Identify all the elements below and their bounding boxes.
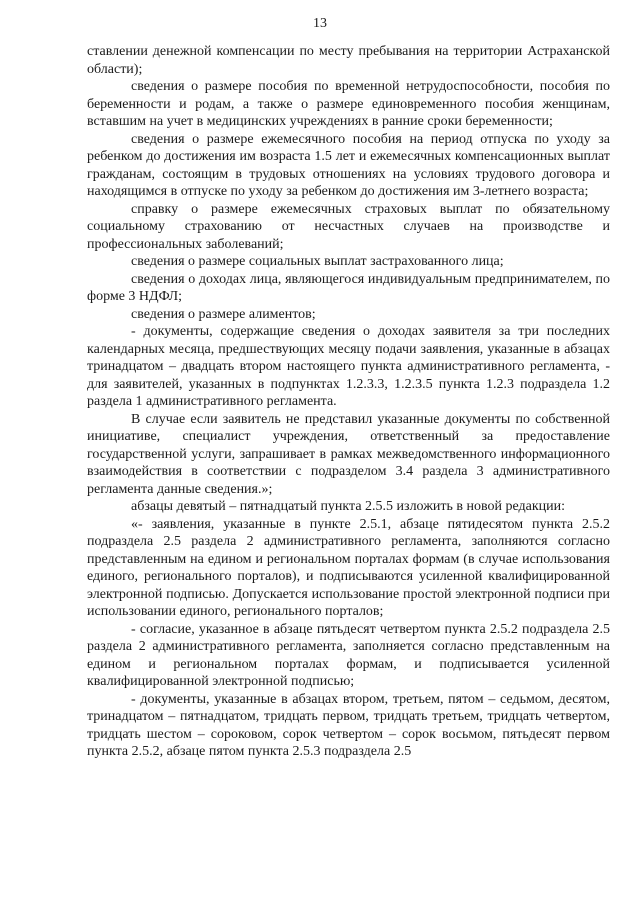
paragraph: «- заявления, указанные в пункте 2.5.1, абзаце пятидесятом пункта 2.5.2 подраздела 2.5 раздела 2 административного регламента, заполняются согласно представленным на едином и региональном порталах формам (в случае использования единого, регионального порталов), и подписываются усиленной квалифицированной электронной подписью. Допускается использование простой электронной подписи при использовании единого, регионального порталов; bbox=[87, 516, 610, 619]
paragraph: справку о размере ежемесячных страховых выплат по обязательному социальному страхованию от несчастных случаев на производстве и профессиональных заболеваний; bbox=[87, 201, 610, 252]
paragraph: сведения о размере ежемесячного пособия на период отпуска по уходу за ребенком до достижения им возраста 1.5 лет и ежемесячных компенсационных выплат гражданам, состоящим в трудовых отношениях на условиях трудового договора и находящимся в отпуске по уходу за ребенком до достижения им 3-летнего возраста; bbox=[87, 131, 610, 199]
paragraph: ставлении денежной компенсации по месту пребывания на территории Астраханской области); bbox=[87, 44, 610, 77]
paragraph: сведения о доходах лица, являющегося индивидуальным предпринимателем, по форме 3 НДФЛ; bbox=[87, 271, 610, 304]
paragraph: абзацы девятый – пятнадцатый пункта 2.5.5 изложить в новой редакции: bbox=[131, 499, 566, 514]
paragraph: сведения о размере социальных выплат застрахованного лица; bbox=[131, 254, 504, 269]
paragraph: - документы, содержащие сведения о доходах заявителя за три последних календарных месяца, предшествующих месяцу подачи заявления, указанные в абзацах тринадцатом – двадцать втором настоящего пункта административного регламента, - для заявителей, указанных в подпунктах 1.2.3.3, 1.2.3.5 пункта 1.2.3 подраздела 1.2 раздела 1 административного регламента. bbox=[87, 324, 610, 409]
paragraph: В случае если заявитель не представил указанные документы по собственной инициативе, специалист учреждения, ответственный за предоставление государственной услуги, запрашивает в рамках межведомственного информационного взаимодействия в соответствии с подразделом 3.4 раздела 3 административного регламента данные сведения.»; bbox=[87, 411, 610, 497]
paragraph: - согласие, указанное в абзаце пятьдесят четвертом пункта 2.5.2 подраздела 2.5 раздела 2 административного регламента, заполняется согласно представленным на едином и региональном порталах формам, и подписывается усиленной квалифицированной электронной подписью; bbox=[87, 621, 610, 689]
paragraph: сведения о размере алиментов; bbox=[131, 306, 316, 322]
page-number: 13 bbox=[313, 16, 327, 31]
paragraph: сведения о размере пособия по временной нетрудоспособности, пособия по беременности и родам, а также о размере единовременного пособия женщинам, вставшим на учет в медицинских учреждениях в ранние сроки беременности; bbox=[87, 79, 610, 129]
page-text bbox=[87, 43, 610, 761]
paragraph: - документы, указанные в абзацах втором, третьем, пятом – седьмом, десятом, тринадцатом – пятнадцатом, тридцать первом, тридцать третьем, тридцать четвертом, тридцать шестом – сороковом, сорок четвертом – сорок восьмом, пятьдесят первом пункта 2.5.2, абзаце пятом пункта 2.5.3 подраздела 2.5 bbox=[87, 691, 610, 759]
